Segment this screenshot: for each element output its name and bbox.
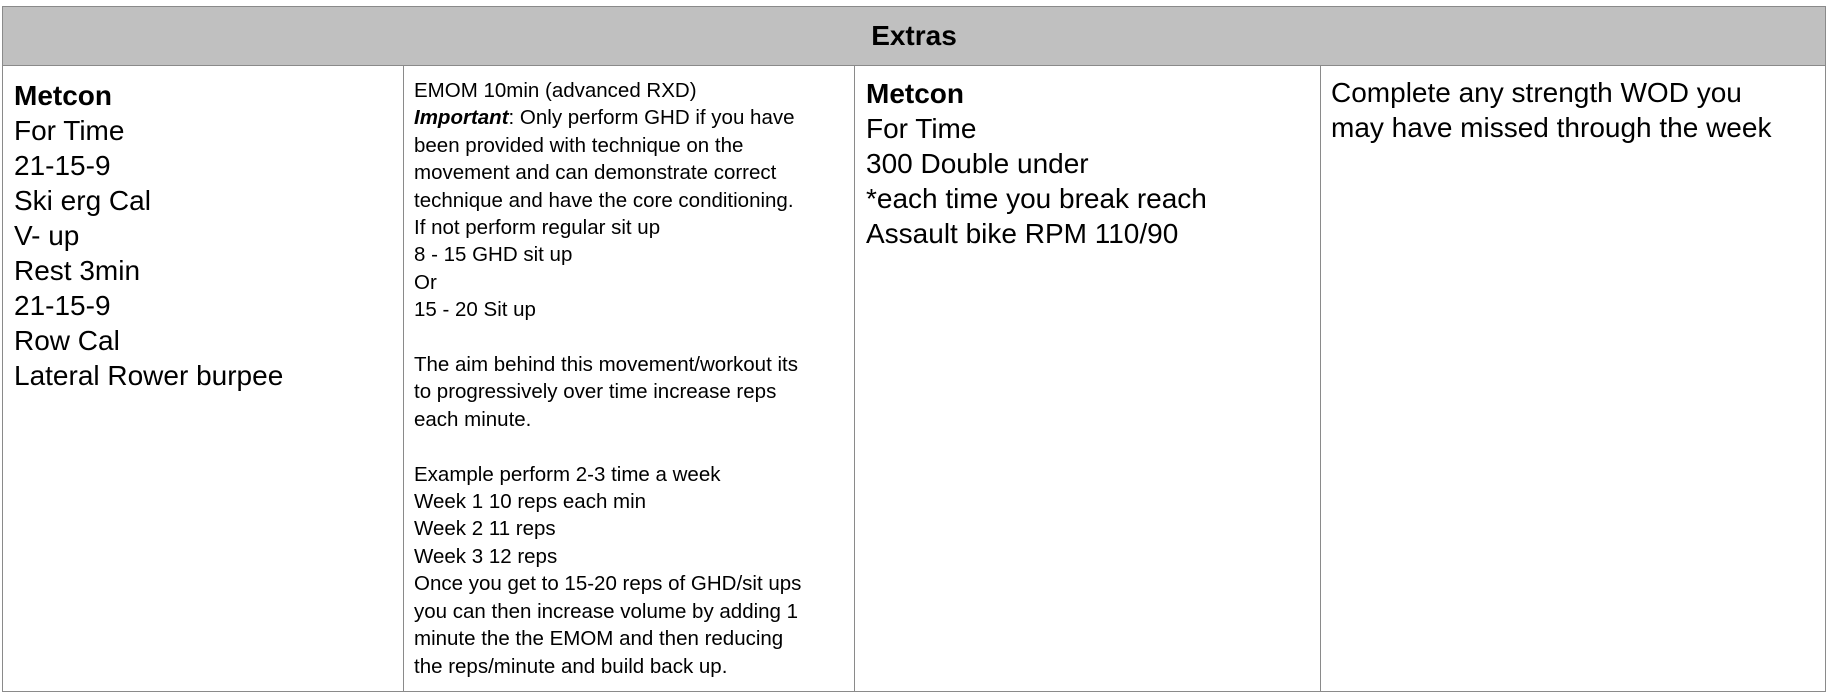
cell-line: Complete any strength WOD you (1331, 77, 1742, 108)
table-row (3, 66, 1825, 692)
metcon-cell-2[interactable] (855, 66, 1321, 692)
cell-line: been provided with technique on the (414, 133, 744, 157)
cell-line: For Time (866, 113, 977, 144)
cell-line: may have missed through the week (1331, 112, 1772, 143)
cell-line: Example perform 2-3 time a week (414, 462, 721, 486)
cell-line: Or (414, 270, 437, 294)
cell-line: For Time (14, 115, 125, 146)
metcon-cell-1[interactable] (3, 66, 404, 692)
cell-line: each minute. (414, 407, 532, 431)
cell-line: *each time you break reach (866, 183, 1207, 214)
cell-line: Assault bike RPM 110/90 (866, 218, 1179, 249)
cell-line: Once you get to 15-20 reps of GHD/sit ups (414, 572, 802, 596)
cell-line: Week 1 10 reps each min (414, 490, 647, 514)
table-header (3, 7, 1825, 66)
cell-line: 21-15-9 (14, 150, 111, 181)
cell-line: Row Cal (14, 325, 120, 356)
cell-line: to progressively over time increase reps (414, 380, 777, 404)
cell-line: Lateral Rower burpee (14, 360, 284, 391)
important-label: Important (414, 106, 509, 130)
cell-line: Week 2 11 reps (414, 517, 556, 541)
cell-line: 15 - 20 Sit up (414, 298, 536, 322)
important-text: : Only perform GHD if you have (508, 106, 795, 130)
extras-table (2, 6, 1826, 692)
metcon-title: Metcon (14, 80, 112, 111)
cell-line: minute the the EMOM and then reducing (414, 627, 784, 651)
cell-line: 300 Double under (866, 148, 1089, 179)
cell-line: 8 - 15 GHD sit up (414, 243, 573, 267)
metcon-title: Metcon (866, 78, 964, 109)
cell-line: Ski erg Cal (14, 185, 151, 216)
cell-line: V- up (14, 220, 80, 251)
strength-note-cell[interactable] (1321, 66, 1825, 692)
cell-line: 21-15-9 (14, 290, 111, 321)
cell-line: technique and have the core conditioning. (414, 188, 794, 212)
cell-line: If not perform regular sit up (414, 216, 661, 240)
blank-line (414, 433, 844, 460)
cell-line: The aim behind this movement/workout its (414, 353, 798, 377)
cell-line: Week 3 12 reps (414, 544, 558, 568)
header-title: Extras (871, 20, 957, 51)
blank-line (414, 324, 844, 351)
cell-line: you can then increase volume by adding 1 (414, 599, 799, 623)
cell-line: the reps/minute and build back up. (414, 654, 728, 678)
cell-line: movement and can demonstrate correct (414, 161, 777, 185)
emom-cell[interactable] (404, 66, 855, 692)
important-note (414, 104, 844, 131)
cell-line: Rest 3min (14, 255, 141, 286)
emom-heading: EMOM 10min (advanced RXD) (414, 79, 697, 102)
